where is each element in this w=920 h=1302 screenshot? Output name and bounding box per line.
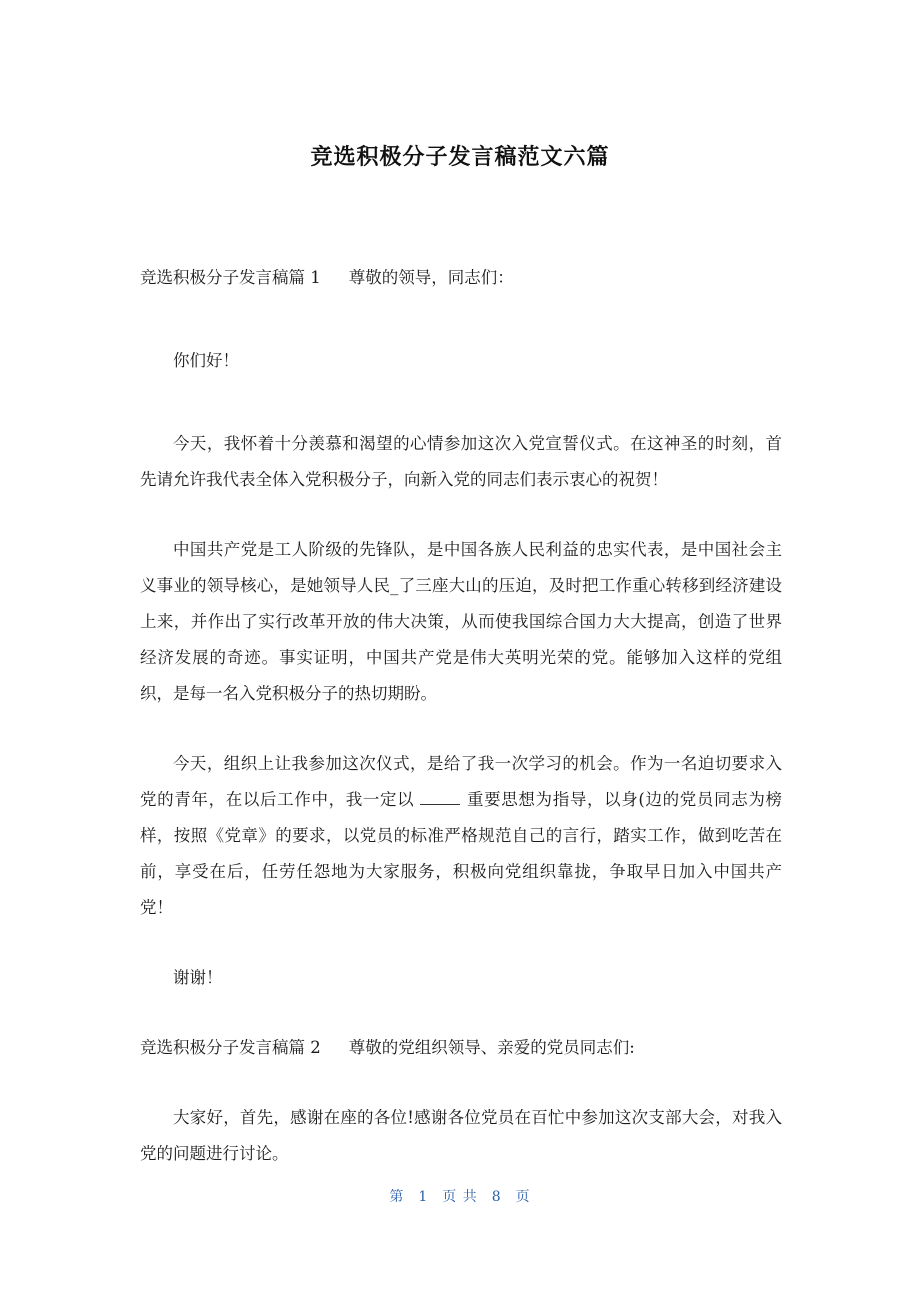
section-1-salutation: 尊敬的领导，同志们： <box>348 268 514 287</box>
section-2-salutation: 尊敬的党组织领导、亲爱的党员同志们: <box>348 1038 635 1057</box>
section-2-paragraph-1: 大家好，首先，感谢在座的各位!感谢各位党员在百忙中参加这次支部大会，对我入党的问题进行讨论。 <box>140 1108 782 1163</box>
fill-in-blank <box>420 790 460 805</box>
footer-end-label: 页 <box>515 1189 531 1205</box>
section-1-paragraph-3 <box>140 746 782 926</box>
footer-current-page: 1 <box>418 1189 429 1205</box>
document-body <box>140 260 782 1172</box>
footer-total-label: 页 共 <box>442 1189 478 1205</box>
section-1-paragraph-3-part-2: 重要思想为指导，以身(边的党员同志为榜样，按照《党章》的要求，以党员的标准严格规范自己的言行，踏实工作，做到吃苦在前，享受在后，任劳任怨地为大家服务，积极向党组织靠拢，争取早日加入中国共产党！ <box>140 790 783 917</box>
section-1-paragraph-1: 今天，我怀着十分羡慕和渴望的心情参加这次入党宣誓仪式。在这神圣的时刻，首先请允许我代表全体入党积极分子，向新入党的同志们表示衷心的祝贺！ <box>140 434 782 489</box>
footer-page-label: 第 <box>389 1189 405 1205</box>
section-2-heading-line <box>140 1030 782 1066</box>
document-title: 竞选积极分子发言稿范文六篇 <box>310 145 610 170</box>
footer-total-pages: 8 <box>491 1189 502 1205</box>
section-1-heading-line <box>140 260 782 296</box>
section-1-greeting: 你们好！ <box>173 351 239 370</box>
section-1-thanks: 谢谢！ <box>173 968 223 987</box>
section-2-heading: 竞选积极分子发言稿篇 2 <box>140 1038 321 1057</box>
page-footer <box>0 1186 920 1206</box>
section-1-heading: 竞选积极分子发言稿篇 1 <box>140 268 321 287</box>
section-1-paragraph-2: 中国共产党是工人阶级的先锋队，是中国各族人民利益的忠实代表，是中国社会主义事业的领导核心，是她领导人民_了三座大山的压迫，及时把工作重心转移到经济建设上来，并作出了实行改革开放的伟大决策，从而使我国综合国力大大提高，创造了世界经济发展的奇迹。事实证明，中国共产党是伟大英明光荣的党。能够加入这样的党组织，是每一名入党积极分子的热切期盼。 <box>140 540 782 703</box>
section-1-paragraph-3-part-1: 今天，组织上让我参加这次仪式，是给了我一次学习的机会。作为一名迫切要求入党的青年，在以后工作中，我一定以 <box>140 754 782 809</box>
